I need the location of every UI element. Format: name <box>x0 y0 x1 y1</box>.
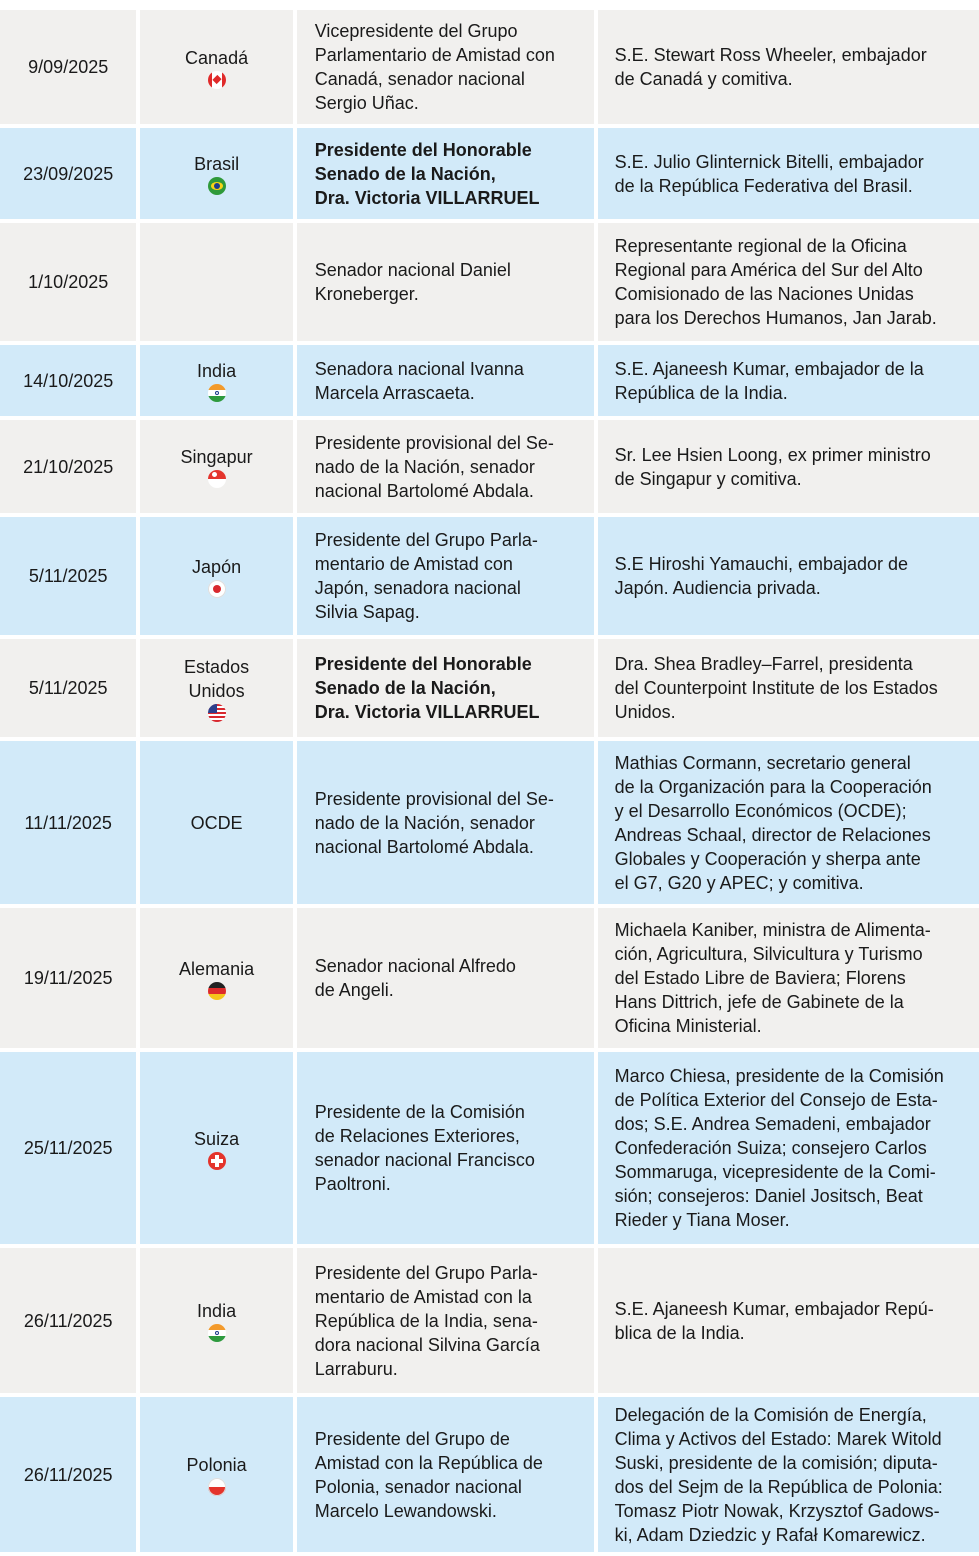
guest-text: Mathias Cormann, secretario general de la Organización para la Cooperación y el Desarrollo Económicos (OCDE); Andreas Schaal, director de Relaciones Globales y Cooperación y sherpa ante el G7, G20 y APEC; y comitiva. <box>614 752 932 893</box>
table-row <box>0 420 979 513</box>
date-cell <box>0 1248 136 1393</box>
guest-cell <box>598 908 979 1048</box>
date-text: 11/11/2025 <box>24 812 112 833</box>
host-text: Vicepresidente del Grupo Parlamentario de Amistad con Canadá, senador nacional Sergio Uñac. <box>314 21 555 113</box>
table-row <box>0 741 979 904</box>
table-row <box>0 345 979 416</box>
table-row <box>0 908 979 1048</box>
host-text: Senadora nacional Ivanna Marcela Arrascaeta. <box>314 358 524 403</box>
guest-cell <box>598 345 979 416</box>
country-name: OCDE <box>190 812 243 833</box>
germany-flag-icon <box>208 982 226 1000</box>
date-cell <box>0 639 136 737</box>
india-flag-icon <box>208 1324 226 1342</box>
guest-text: S.E Hiroshi Yamauchi, embajador de Japón. Audiencia privada. <box>614 554 909 598</box>
date-text: 26/11/2025 <box>23 1310 113 1331</box>
host-cell <box>297 741 594 904</box>
table-row <box>0 1397 979 1552</box>
table-row <box>0 1052 979 1244</box>
country-cell <box>140 420 292 513</box>
host-text: Presidente provisional del Se- nado de la Nación, senador nacional Bartolomé Abdala. <box>314 788 554 857</box>
date-cell <box>0 908 136 1048</box>
guest-cell <box>598 128 979 219</box>
host-cell <box>297 345 594 416</box>
host-cell <box>297 517 594 635</box>
guest-text: Dra. Shea Bradley–Farrel, presidenta del Counterpoint Institute de los Estados Unidos. <box>614 654 938 722</box>
country-cell <box>140 223 292 341</box>
date-text: 5/11/2025 <box>28 566 108 586</box>
host-text: Presidente del Grupo de Amistad con la República de Polonia, senador nacional Marcelo Lewandowski. <box>314 1428 543 1521</box>
country-cell <box>140 908 292 1048</box>
host-text: Senador nacional Alfredo de Angeli. <box>314 956 516 1000</box>
host-cell <box>297 420 594 513</box>
guest-cell <box>598 639 979 737</box>
country-cell <box>140 345 292 416</box>
date-cell <box>0 1052 136 1244</box>
country-cell <box>140 128 292 219</box>
table-row <box>0 1248 979 1393</box>
country-name: Brasil <box>194 154 240 174</box>
table-row <box>0 517 979 635</box>
guest-cell <box>598 420 979 513</box>
date-cell <box>0 223 136 341</box>
host-cell <box>297 1248 594 1393</box>
switzerland-flag-icon <box>208 1152 226 1170</box>
host-cell <box>297 10 594 124</box>
country-name: Singapur <box>180 447 253 467</box>
date-text: 25/11/2025 <box>23 1138 113 1158</box>
table-row <box>0 10 979 124</box>
guest-cell <box>598 10 979 124</box>
country-cell <box>140 517 292 635</box>
host-cell <box>297 908 594 1048</box>
guest-cell <box>598 223 979 341</box>
host-cell <box>297 1052 594 1244</box>
date-text: 5/11/2025 <box>28 678 108 698</box>
guest-text: Marco Chiesa, presidente de la Comisión de Política Exterior del Consejo de Esta- dos; S.E. Andrea Semadeni, embajador Confederación Suiza; consejero Carlos Sommaruga, vicepresidente de la Comi- sión; consejeros: Daniel Jositsch, Beat Rieder y Tiana Moser. <box>614 1066 944 1230</box>
country-name: Canadá <box>185 47 249 68</box>
date-cell <box>0 741 136 904</box>
host-text: Senador nacional Daniel Kroneberger. <box>314 260 511 304</box>
country-cell <box>140 639 292 737</box>
table-row <box>0 128 979 219</box>
country-name: India <box>197 361 237 381</box>
date-cell <box>0 128 136 219</box>
table-row <box>0 639 979 737</box>
poland-flag-icon <box>208 1478 226 1496</box>
usa-flag-icon <box>208 704 226 722</box>
guest-text: S.E. Ajaneesh Kumar, embajador Repú- blica de la India. <box>614 1298 934 1343</box>
host-text: Presidente del Honorable Senado de la Nación, Dra. Victoria VILLARRUEL <box>314 139 540 208</box>
india-flag-icon <box>208 384 226 402</box>
date-text: 1/10/2025 <box>28 272 109 292</box>
country-cell <box>140 1248 292 1393</box>
date-cell <box>0 10 136 124</box>
host-cell <box>297 1397 594 1552</box>
guest-cell <box>598 517 979 635</box>
date-text: 23/09/2025 <box>23 163 114 184</box>
country-cell <box>140 1052 292 1244</box>
canada-flag-icon <box>208 71 226 89</box>
country-name: Suiza <box>194 1128 240 1149</box>
host-text: Presidente del Grupo Parla- mentario de Amistad con Japón, senadora nacional Silvia Sapag. <box>314 530 538 622</box>
guest-cell <box>598 1052 979 1244</box>
host-cell <box>297 128 594 219</box>
country-name: Japón <box>192 556 242 577</box>
date-cell <box>0 345 136 416</box>
host-text: Presidente provisional del Se- nado de la Nación, senador nacional Bartolomé Abdala. <box>314 432 554 501</box>
guest-text: S.E. Ajaneesh Kumar, embajador de la República de la India. <box>614 358 924 403</box>
country-name: India <box>197 1301 237 1321</box>
japan-flag-icon <box>208 580 226 598</box>
guest-cell <box>598 741 979 904</box>
host-cell <box>297 223 594 341</box>
country-name: Estados Unidos <box>184 656 250 701</box>
date-cell <box>0 517 136 635</box>
host-cell <box>297 639 594 737</box>
table-row <box>0 223 979 341</box>
guest-text: Sr. Lee Hsien Loong, ex primer ministro de Singapur y comitiva. <box>614 444 931 489</box>
guest-cell <box>598 1248 979 1393</box>
date-text: 14/10/2025 <box>23 370 114 391</box>
date-text: 26/11/2025 <box>23 1464 113 1485</box>
host-text: Presidente de la Comisión de Relaciones Exteriores, senador nacional Francisco Paoltroni. <box>314 1102 535 1194</box>
guest-text: Representante regional de la Oficina Regional para América del Sur del Alto Comisionado de las Naciones Unidas para los Derechos Humanos, Jan Jarab. <box>614 236 937 328</box>
singapore-flag-icon <box>208 470 226 488</box>
country-name: Alemania <box>179 958 255 979</box>
date-cell <box>0 420 136 513</box>
country-cell <box>140 10 292 124</box>
date-text: 9/09/2025 <box>28 57 109 77</box>
guest-text: S.E. Stewart Ross Wheeler, embajador de Canadá y comitiva. <box>614 45 927 89</box>
host-text: Presidente del Grupo Parla- mentario de Amistad con la República de la India, sena- dora nacional Silvina García Larraburu. <box>314 1262 540 1379</box>
guest-cell <box>598 1397 979 1552</box>
host-text: Presidente del Honorable Senado de la Nación, Dra. Victoria VILLARRUEL <box>314 654 540 722</box>
date-text: 19/11/2025 <box>23 968 113 988</box>
guest-text: S.E. Julio Glinternick Bitelli, embajador de la República Federativa del Brasil. <box>614 151 924 196</box>
country-name: Polonia <box>186 1455 247 1475</box>
country-cell <box>140 741 292 904</box>
brazil-flag-icon <box>208 177 226 195</box>
country-cell <box>140 1397 292 1552</box>
guest-text: Michaela Kaniber, ministra de Alimenta- ción, Agricultura, Silvicultura y Turismo del Estado Libre de Baviera; Florens Hans Dittrich, jefe de Gabinete de la Oficina Ministerial. <box>614 920 931 1036</box>
visits-table <box>0 10 979 1556</box>
guest-text: Delegación de la Comisión de Energía, Clima y Activos del Estado: Marek Witold Suski, presidente de la comisión; diputa- dos del Sejm de la República de Polonia: Tomasz Piotr Nowak, Krzysztof Gadows- ki, Adam Dziedzic y Rafał Komarewicz. <box>614 1404 943 1545</box>
date-cell <box>0 1397 136 1552</box>
date-text: 21/10/2025 <box>23 456 114 477</box>
